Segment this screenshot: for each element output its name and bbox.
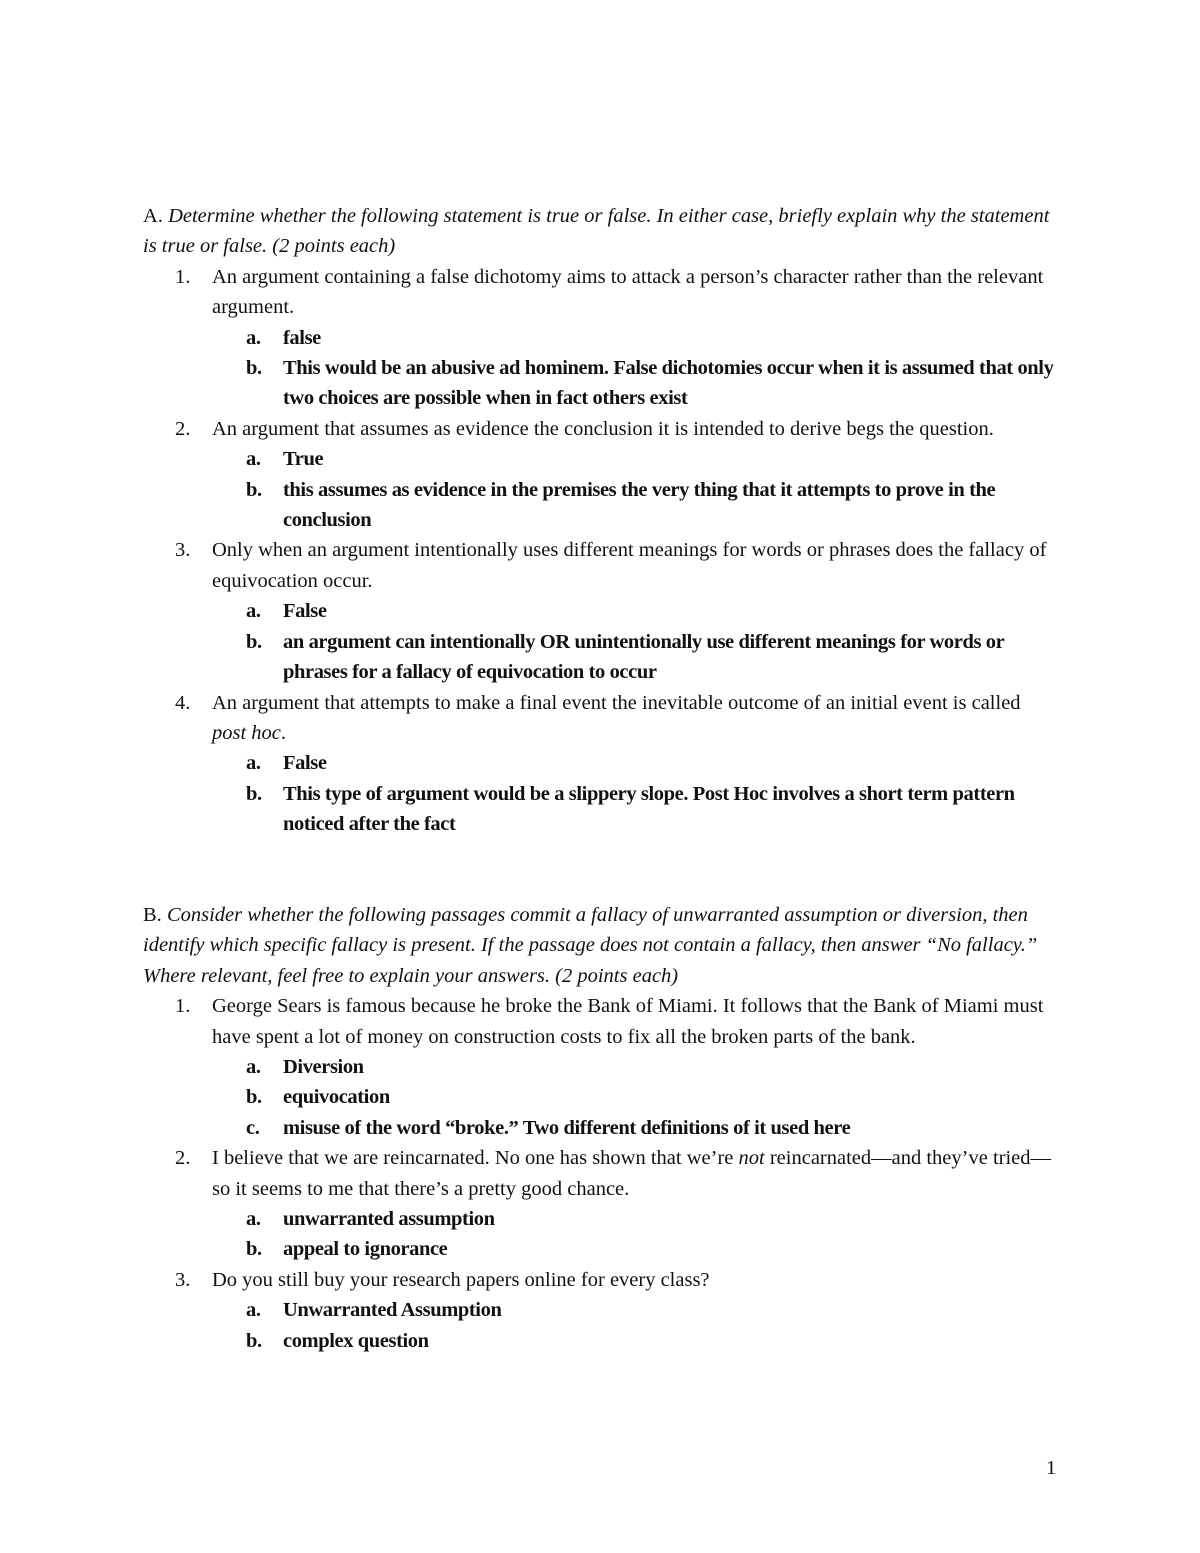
answer-item (212, 323, 1058, 353)
section-b (143, 900, 1058, 1356)
answer-text: This type of argument would be a slippery slope. Post Hoc involves a short term pattern noticed after the fact (283, 782, 1015, 836)
question-text (212, 688, 1058, 749)
question-text: An argument containing a false dichotomy aims to attack a person’s character rather than the relevant argument. (212, 265, 1044, 319)
question-text: Only when an argument intentionally uses different meanings for words or phrases does the fallacy of equivocation occur. (212, 539, 1047, 592)
question-text-part: reincarnated—and they’ve tried—so it seems to me that there’s a pretty good chance. (212, 1147, 1052, 1200)
question-text-part: I believe that we are reincarnated. No one has shown that we’re (212, 1147, 739, 1170)
answer-text: misuse of the word “broke.” Two different definitions of it used here (283, 1116, 851, 1139)
section-a-questions (143, 262, 1058, 840)
answer-label: a. (246, 600, 261, 623)
answer-text: This would be an abusive ad hominem. False dichotomies occur when it is assumed that only two choices are possible when in fact others exist (283, 357, 1054, 410)
answer-label: b. (246, 1238, 262, 1261)
question-text: An argument that assumes as evidence the conclusion it is intended to derive begs the question. (212, 417, 994, 440)
answer-text: unwarranted assumption (283, 1208, 495, 1231)
answer-label: a. (246, 1299, 261, 1322)
answer-item (212, 1052, 1058, 1082)
answer-item (212, 779, 1058, 840)
answer-item (212, 1295, 1058, 1325)
answer-item (212, 475, 1058, 536)
answer-item (212, 1326, 1058, 1356)
question-a2 (143, 414, 1058, 536)
answer-text: this assumes as evidence in the premises the very thing that it attempts to prove in the conclusion (283, 478, 996, 532)
section-a (143, 201, 1058, 840)
answer-text: Diversion (283, 1056, 364, 1079)
answer-label: c. (246, 1116, 260, 1139)
question-number: 3. (175, 539, 191, 562)
answer-text: appeal to ignorance (283, 1238, 448, 1261)
answer-item (212, 444, 1058, 474)
answer-list (212, 1052, 1058, 1143)
section-a-instruction (143, 201, 1058, 262)
section-b-label: B. (143, 904, 162, 926)
question-text-italic: post hoc (212, 721, 281, 744)
answer-list (212, 323, 1058, 414)
section-a-instruction-text: Determine whether the following statement is true or false. In either case, briefly explain why the statement is true or false. (2 points each) (143, 205, 1050, 258)
question-a1 (143, 262, 1058, 414)
answer-list (212, 1204, 1058, 1265)
question-text-part: An argument that attempts to make a final event the inevitable outcome of an initial event is called (212, 691, 1021, 714)
answer-label: b. (246, 1329, 262, 1352)
section-b-instruction-text: Consider whether the following passages commit a fallacy of unwarranted assumption or diversion, then identify which specific fallacy is present. If the passage does not contain a fallacy, then answer “No fallacy.” Where relevant, feel free to explain your answers. (2 points each) (143, 904, 1038, 987)
question-number: 2. (175, 1147, 191, 1170)
question-b1 (143, 991, 1058, 1143)
answer-label: b. (246, 1086, 262, 1109)
answer-item (212, 353, 1058, 414)
answer-item (212, 748, 1058, 778)
section-a-label: A. (143, 205, 163, 227)
answer-label: b. (246, 630, 262, 653)
question-text (212, 1143, 1058, 1204)
question-number: 1. (175, 265, 191, 288)
question-a4 (143, 688, 1058, 840)
page-number: 1 (1046, 1457, 1057, 1479)
answer-label: b. (246, 782, 262, 805)
answer-item (212, 1204, 1058, 1234)
question-number: 2. (175, 417, 191, 440)
answer-list (212, 1295, 1058, 1356)
question-text-italic: not (738, 1147, 765, 1170)
answer-list (212, 444, 1058, 535)
answer-label: a. (246, 752, 261, 775)
question-b3 (143, 1265, 1058, 1356)
answer-text: false (283, 326, 321, 349)
answer-list (212, 596, 1058, 687)
answer-label: a. (246, 326, 261, 349)
question-text: Do you still buy your research papers online for every class? (212, 1268, 710, 1291)
answer-text: True (283, 448, 324, 471)
answer-item (212, 1113, 1058, 1143)
section-b-questions (143, 991, 1058, 1356)
question-number: 4. (175, 691, 191, 714)
answer-item (212, 1234, 1058, 1264)
question-b2 (143, 1143, 1058, 1265)
answer-label: a. (246, 448, 261, 471)
question-text: George Sears is famous because he broke the Bank of Miami. It follows that the Bank of Miami must have spent a lot of money on construction costs to fix all the broken parts of the bank. (212, 995, 1044, 1048)
answer-item (212, 596, 1058, 626)
answer-label: a. (246, 1056, 261, 1079)
answer-label: a. (246, 1208, 261, 1231)
answer-item (212, 1082, 1058, 1112)
answer-text: False (283, 752, 327, 775)
answer-label: b. (246, 478, 262, 501)
answer-text: complex question (283, 1329, 429, 1352)
answer-list (212, 748, 1058, 839)
question-number: 3. (175, 1268, 191, 1291)
question-text-part: . (280, 721, 287, 744)
question-a3 (143, 535, 1058, 687)
answer-text: equivocation (283, 1086, 390, 1109)
question-number: 1. (175, 995, 191, 1018)
answer-item (212, 627, 1058, 688)
answer-text: False (283, 600, 327, 623)
section-b-instruction (143, 900, 1058, 991)
answer-text: an argument can intentionally OR unintentionally use different meanings for words or phrases for a fallacy of equivocation to occur (283, 630, 1004, 684)
answer-text: Unwarranted Assumption (283, 1299, 502, 1322)
answer-label: b. (246, 357, 262, 380)
